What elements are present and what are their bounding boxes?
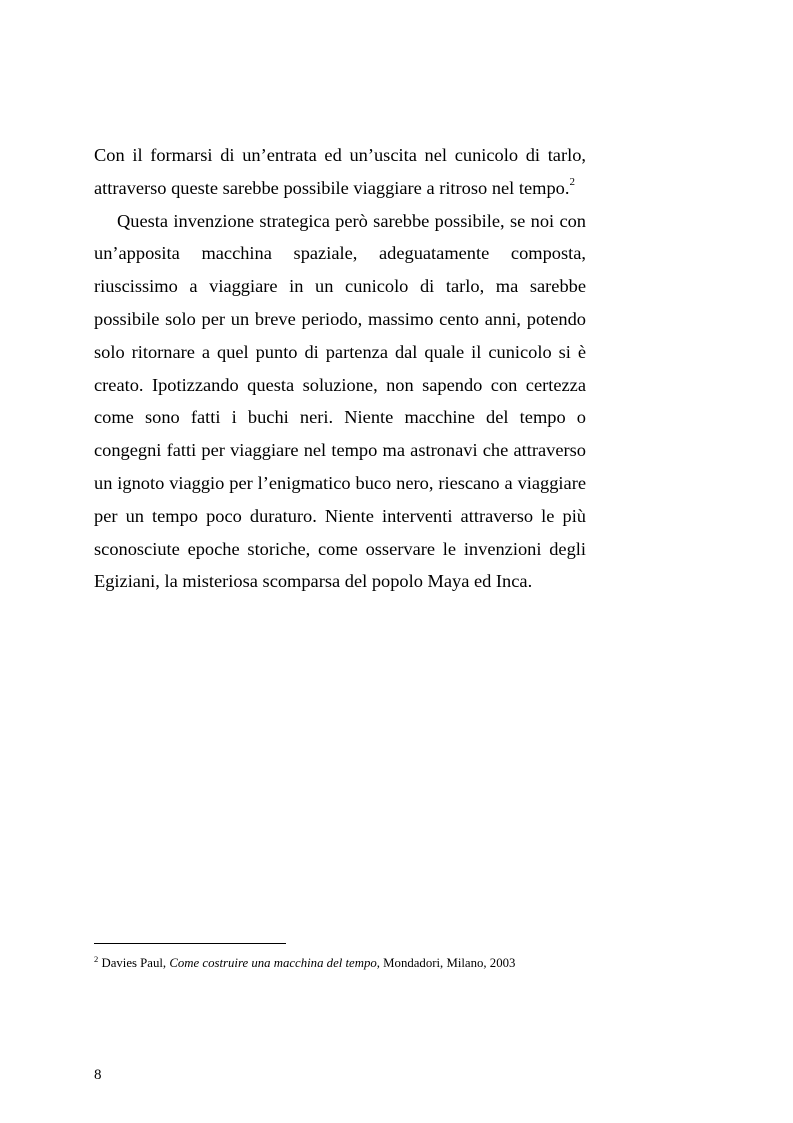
text-line: Con il formarsi di un’entrata ed un’uscita nel cunicolo di tarlo, — [94, 145, 586, 165]
text-line: riuscissimo a viaggiare in un cunicolo di tarlo, ma sarebbe — [94, 276, 586, 297]
text-line-content: attraverso queste sarebbe possibile viaggiare a ritroso nel tempo. — [94, 177, 570, 198]
text-line: per un tempo poco duraturo. Niente interventi attraverso le più — [94, 505, 586, 526]
text-line: un ignoto viaggio per l’enigmatico buco nero, riescano a viaggiare — [94, 472, 586, 493]
body-text — [94, 139, 586, 598]
text-line: congegni fatti per viaggiare nel tempo ma astronavi che attraverso — [94, 440, 586, 461]
footnote-separator — [94, 943, 286, 944]
text-line: un’apposita macchina spaziale, adeguatamente composta, — [94, 243, 586, 264]
text-line: sconosciute epoche storiche, come osservare le invenzioni degli — [94, 538, 586, 559]
footnote-book-title: Come costruire una macchina del tempo — [169, 956, 377, 970]
footnote-author: Davies Paul, — [98, 956, 170, 970]
page-number: 8 — [94, 1067, 102, 1083]
text-line: solo ritornare a quel punto di partenza dal quale il cunicolo si è — [94, 341, 586, 362]
footnote-number: 2 — [94, 954, 99, 964]
footnote-publication: , Mondadori, Milano, 2003 — [376, 956, 516, 970]
text-line — [94, 172, 586, 205]
text-line: come sono fatti i buchi neri. Niente macchine del tempo o — [94, 407, 586, 428]
text-line: creato. Ipotizzando questa soluzione, non sapendo con certezza — [94, 374, 586, 395]
footnote — [94, 955, 515, 971]
paragraph-first-line: Questa invenzione strategica però sarebbe possibile, se noi con — [117, 210, 586, 231]
text-line: possibile solo per un breve periodo, massimo cento anni, potendo — [94, 308, 586, 329]
text-line: Egiziani, la misteriosa scomparsa del popolo Maya ed Inca. — [94, 571, 533, 592]
footnote-reference[interactable]: 2 — [569, 175, 575, 188]
